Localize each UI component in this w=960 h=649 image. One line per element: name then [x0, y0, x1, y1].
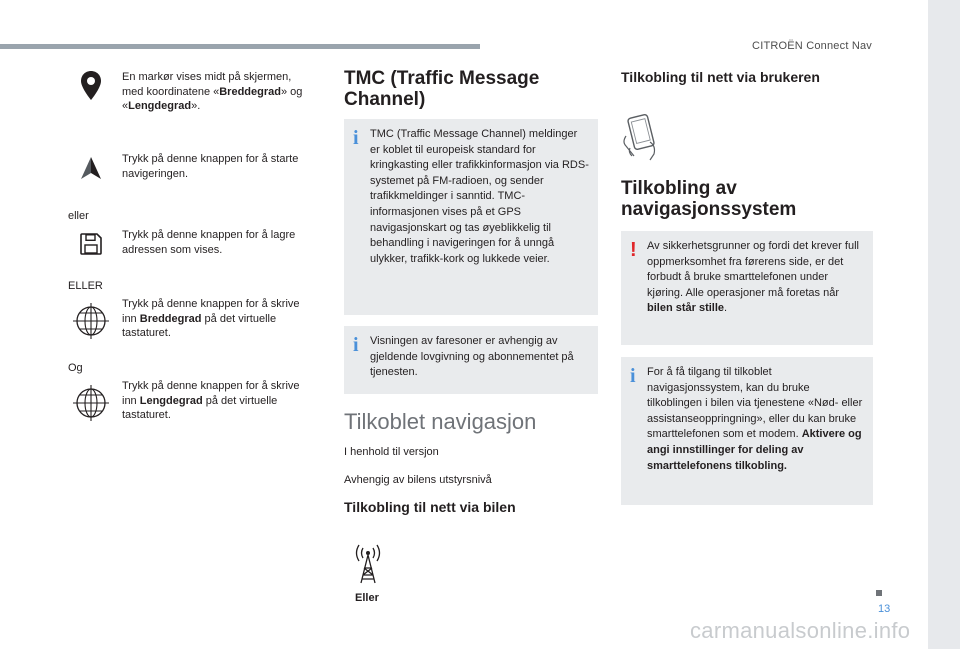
list-item — [70, 228, 310, 257]
item-text: Trykk på denne knappen for å lagre adressen som vises. — [122, 229, 296, 256]
running-header-title: CITROËN Connect Nav — [752, 40, 872, 52]
globe-grid-icon — [70, 297, 112, 341]
item-text: på det virtuelle tastaturet. — [122, 312, 277, 339]
item-text: ». — [191, 100, 201, 112]
list-item — [70, 379, 310, 423]
user-connection-heading: Tilkobling til nett via brukeren — [621, 69, 820, 85]
info-note — [621, 357, 873, 505]
item-text: Trykk på denne knappen for å skrive inn — [122, 298, 300, 325]
page-marker — [876, 590, 882, 596]
note-text: . — [724, 302, 728, 315]
info-note — [344, 119, 598, 315]
warning-note — [621, 231, 873, 345]
or-label: Eller — [355, 592, 379, 604]
item-bold: Lengdegrad — [139, 394, 203, 407]
item-bold: Breddegrad — [219, 85, 281, 98]
and-label: Og — [68, 362, 83, 374]
navigation-arrow-icon — [70, 152, 112, 181]
version-text: I henhold til versjon — [344, 446, 439, 458]
tmc-heading: TMC (Traffic Message Channel) — [344, 68, 540, 110]
header-rule — [0, 44, 480, 49]
nav-connection-heading: Tilkobling av navigasjonssystem — [621, 178, 797, 220]
item-bold: Lengdegrad — [128, 100, 192, 112]
page-side-strip — [928, 0, 960, 649]
car-connection-heading: Tilkobling til nett via bilen — [344, 499, 516, 515]
info-icon: i — [630, 365, 636, 387]
equipment-text: Avhengig av bilens utstyrsnivå — [344, 474, 492, 486]
info-note — [344, 326, 598, 394]
info-icon: i — [353, 334, 359, 356]
or-label: eller — [68, 210, 89, 222]
item-bold: Breddegrad — [139, 312, 202, 325]
list-item — [70, 297, 310, 341]
connected-nav-heading: Tilkoblet navigasjon — [344, 409, 537, 434]
item-text: på det virtuelle tastaturet. — [122, 394, 278, 421]
note-text: Av sikkerhetsgrunner og fordi det krever full oppmerksomhet fra førerens side, er det forbudt å bruke smarttelefonen under kjøring. Alle operasjoner må foretas når — [647, 240, 859, 299]
note-text: For å få tilgang til tilkoblet navigasjonssystem, kan du bruke tilkoblingen i bilen via tjenestene «Nød- eller assistanseoppringning», eller du kan bruke smarttelefonen som et modem. — [647, 366, 863, 441]
item-text: Trykk på denne knappen for å starte navigeringen. — [122, 153, 299, 180]
note-bold: Aktivere og angi innstillinger for deling av smarttelefonens tilkobling. — [647, 428, 862, 472]
save-floppy-icon — [70, 228, 112, 257]
globe-grid-icon — [70, 379, 112, 423]
smartphone-hand-icon — [620, 112, 664, 167]
watermark-text: carmanualsonline.info — [690, 618, 911, 643]
warning-icon: ! — [630, 239, 637, 261]
list-item — [70, 152, 310, 181]
list-item — [70, 70, 310, 114]
map-pin-icon — [70, 70, 112, 114]
item-text: Trykk på denne knappen for å skrive inn — [122, 380, 300, 407]
or-label: ELLER — [68, 280, 103, 292]
note-bold: bilen står stille — [647, 302, 725, 315]
antenna-icon — [351, 543, 385, 590]
page-number: 13 — [878, 603, 891, 615]
note-text: TMC (Traffic Message Channel) meldinger er koblet til europeisk standard for kringkasting eller trafikkinformasjon via RDS-systemet på FM-radioen, og sender trafikkmeldinger i sanntid. TMC-informasjonen vises på et GPS navigasjonskart og tas øyeblikkelig til behandling i navigeringen for å unngå ulykker, trafikk-kork og lukkede veier. — [370, 128, 589, 265]
note-text: Visningen av faresoner er avhengig av gjeldende lovgivning og abonnementet på tjenesten. — [370, 335, 574, 379]
item-text: En markør vises midt på skjermen, med koordinatene « — [122, 71, 292, 98]
item-text: » og « — [122, 85, 303, 112]
info-icon: i — [353, 127, 359, 149]
